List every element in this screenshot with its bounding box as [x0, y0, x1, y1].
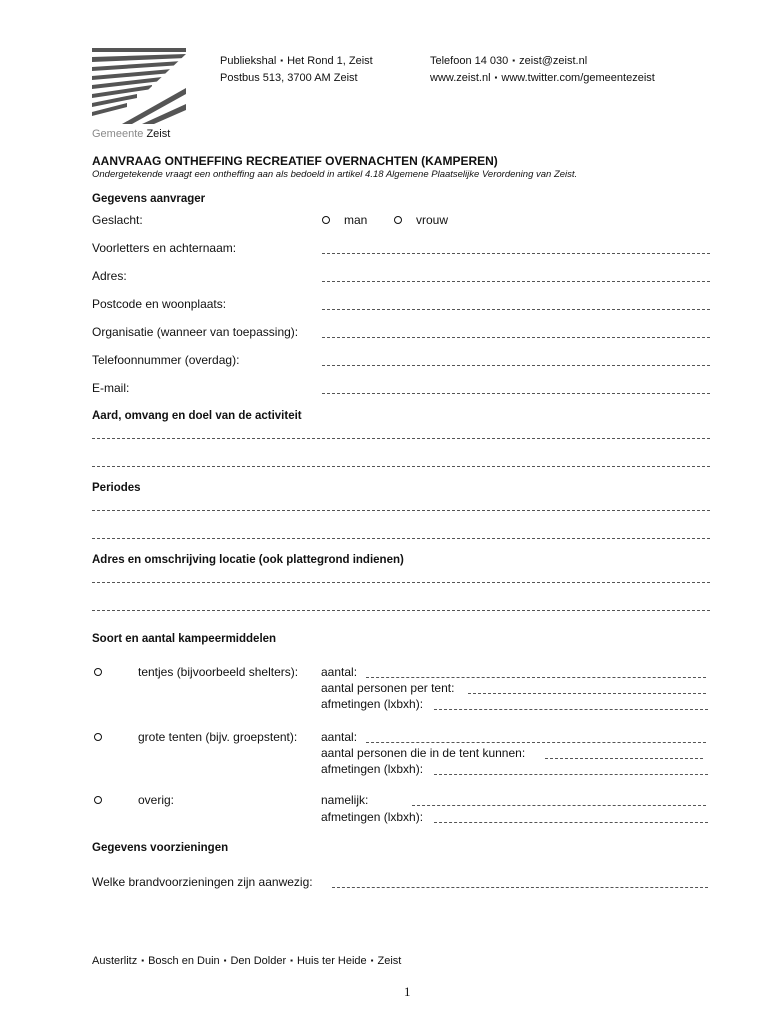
logo-text: [92, 128, 170, 140]
bullet-icon: ▪: [370, 956, 374, 965]
tents-persons-input[interactable]: [468, 680, 706, 694]
activity-line-2: [92, 466, 710, 467]
bullet-icon: ▪: [512, 56, 516, 65]
big-tents-label: grote tenten (bijv. groepstent):: [138, 730, 298, 744]
email-label: E-mail:: [92, 381, 130, 395]
tents-persons-line: [468, 693, 706, 694]
tents-dims-label: afmetingen (lxbxh):: [321, 697, 424, 711]
bullet-icon: ▪: [280, 56, 284, 65]
tents-aantal-input[interactable]: [366, 664, 706, 678]
logo-zeist: Zeist: [146, 128, 171, 140]
big-aantal-line: [366, 742, 706, 743]
tents-dims-line: [434, 709, 708, 710]
tents-label: tentjes (bijvoorbeeld shelters):: [138, 665, 299, 679]
big-persons-label: aantal personen die in de tent kunnen:: [321, 746, 526, 760]
phone-label: Telefoonnummer (overdag):: [92, 353, 240, 367]
bullet-icon: ▪: [223, 956, 227, 965]
other-dims-label: afmetingen (lxbxh):: [321, 810, 424, 824]
tents-dims-input[interactable]: [434, 696, 708, 710]
footer-place-den-dolder: Den Dolder: [230, 955, 287, 967]
organisation-label: Organisatie (wanneer van toepassing):: [92, 325, 299, 339]
location-input-2[interactable]: [92, 597, 710, 611]
big-dims-line: [434, 774, 708, 775]
gender-man-radio[interactable]: [322, 216, 330, 224]
gender-man-label: man: [344, 213, 368, 227]
other-namely-line: [412, 805, 706, 806]
address-input[interactable]: [322, 268, 710, 282]
form-title: AANVRAAG ONTHEFFING RECREATIEF OVERNACHTEN (KAMPEREN): [92, 154, 498, 168]
periods-input-2[interactable]: [92, 525, 710, 539]
gender-vrouw-radio[interactable]: [394, 216, 402, 224]
camping-heading: Soort en aantal kampeermiddelen: [92, 633, 277, 645]
header-twitter-link[interactable]: www.twitter.com/gemeentezeist: [501, 72, 655, 84]
periods-heading: Periodes: [92, 482, 141, 494]
big-dims-label: afmetingen (lxbxh):: [321, 762, 424, 776]
gemeente-zeist-logo: [92, 48, 186, 129]
other-dims-line: [434, 822, 708, 823]
footer-place-zeist: Zeist: [377, 955, 402, 967]
other-namely-label: namelijk:: [321, 793, 369, 807]
big-persons-line: [545, 758, 703, 759]
phone-line: [322, 365, 710, 366]
gender-label: Geslacht:: [92, 213, 143, 227]
location-heading: Adres en omschrijving locatie (ook plattegrond indienen): [92, 554, 404, 566]
location-input-1[interactable]: [92, 569, 710, 583]
facilities-heading: Gegevens voorzieningen: [92, 842, 229, 854]
activity-input-2[interactable]: [92, 453, 710, 467]
activity-heading: Aard, omvang en doel van de activiteit: [92, 410, 302, 422]
other-namely-input[interactable]: [412, 792, 706, 806]
tents-aantal-label: aantal:: [321, 665, 358, 679]
periods-line-2: [92, 538, 710, 539]
email-input[interactable]: [322, 380, 710, 394]
footer-place-huis-ter-heide: Huis ter Heide: [296, 955, 367, 967]
gender-vrouw-label: vrouw: [416, 213, 449, 227]
organisation-input[interactable]: [322, 324, 710, 338]
fire-label: Welke brandvoorzieningen zijn aanwezig:: [92, 875, 313, 889]
tents-aantal-line: [366, 677, 706, 678]
postcode-line: [322, 309, 710, 310]
fire-input[interactable]: [332, 874, 708, 888]
other-label: overig:: [138, 793, 175, 807]
activity-input-1[interactable]: [92, 425, 710, 439]
name-label: Voorletters en achternaam:: [92, 241, 237, 255]
header-telefoon: Telefoon 14 030: [430, 55, 509, 67]
address-line: [322, 281, 710, 282]
big-aantal-label: aantal:: [321, 730, 358, 744]
tents-persons-label: aantal personen per tent:: [321, 681, 455, 695]
big-aantal-input[interactable]: [366, 729, 706, 743]
bullet-icon: ▪: [494, 73, 498, 82]
header-publiekshal: Publiekshal: [220, 55, 277, 67]
periods-line-1: [92, 510, 710, 511]
applicant-heading: Gegevens aanvrager: [92, 193, 206, 205]
header-contact-line2: [430, 72, 655, 84]
form-subtitle: Ondergetekende vraagt een ontheffing aan als bedoeld in artikel 4.18 Algemene Plaatselijke Verordening van Zeist.: [92, 169, 578, 180]
logo-gemeente: Gemeente: [92, 128, 144, 140]
big-persons-input[interactable]: [545, 745, 703, 759]
logo-stripes-icon: [92, 48, 186, 124]
header-contact-line1: [430, 55, 587, 67]
header-email-link[interactable]: zeist@zeist.nl: [519, 55, 588, 67]
page-number: 1: [404, 984, 411, 999]
address-label: Adres:: [92, 269, 127, 283]
activity-line-1: [92, 438, 710, 439]
bullet-icon: ▪: [290, 956, 293, 965]
postcode-input[interactable]: [322, 296, 710, 310]
header-address-line2: Postbus 513, 3700 AM Zeist: [220, 72, 358, 84]
location-line-2: [92, 610, 710, 611]
name-input[interactable]: [322, 240, 710, 254]
big-dims-input[interactable]: [434, 761, 708, 775]
email-line: [322, 393, 710, 394]
bullet-icon: ▪: [141, 956, 145, 965]
footer-place-austerlitz: Austerlitz: [92, 955, 138, 967]
footer-place-bosch-en-duin: Bosch en Duin: [148, 955, 220, 967]
postcode-label: Postcode en woonplaats:: [92, 297, 227, 311]
header-website-link[interactable]: www.zeist.nl: [430, 72, 491, 84]
phone-input[interactable]: [322, 352, 710, 366]
periods-input-1[interactable]: [92, 497, 710, 511]
other-dims-input[interactable]: [434, 809, 708, 823]
fire-line: [332, 887, 708, 888]
tents-radio[interactable]: [94, 668, 102, 676]
header-het-rond: Het Rond 1, Zeist: [287, 55, 373, 67]
footer-places: [92, 955, 401, 967]
big-tents-radio[interactable]: [94, 733, 102, 741]
name-line: [322, 253, 710, 254]
organisation-line: [322, 337, 710, 338]
header-address-line1: [220, 55, 373, 67]
other-radio[interactable]: [94, 796, 102, 804]
location-line-1: [92, 582, 710, 583]
